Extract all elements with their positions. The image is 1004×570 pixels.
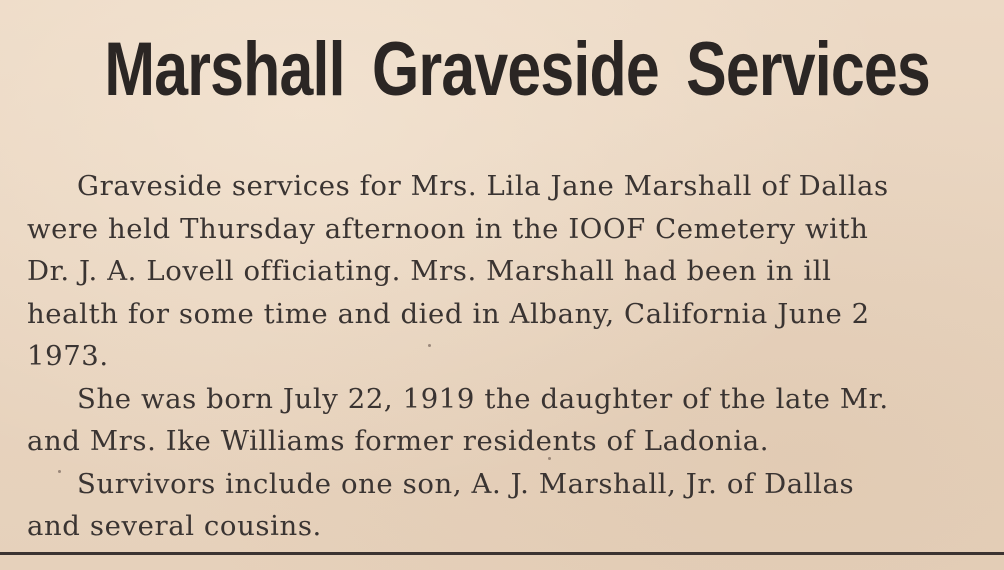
text-line: were held Thursday afternoon in the IOOF Cemetery with (27, 212, 869, 245)
text-line: health for some time and died in Albany, California June 2 (27, 297, 870, 330)
paper-speck (548, 457, 551, 460)
bottom-rule (0, 552, 1004, 555)
paper-speck (855, 398, 858, 401)
text-line: Dr. J. A. Lovell officiating. Mrs. Marshall had been in ill (27, 255, 832, 287)
paper-speck (428, 344, 431, 347)
headline: Marshall Graveside Services (104, 27, 930, 112)
paragraph-survivors (27, 463, 1004, 548)
text-line: She was born July 22, 1919 the daughter of the late Mr. (77, 382, 889, 415)
text-line: and Mrs. Ike Williams former residents of Ladonia. (27, 425, 770, 457)
text-line: and several cousins. (27, 510, 322, 542)
article-body (27, 165, 1004, 548)
text-line: 1973. (27, 340, 109, 372)
text-line: Graveside services for Mrs. Lila Jane Marshall of Dallas (77, 170, 889, 202)
text-line: Survivors include one son, A. J. Marshall, Jr. of Dallas (77, 467, 855, 500)
paper-speck (58, 470, 61, 473)
paragraph-services (27, 165, 1004, 378)
paragraph-birth (27, 378, 1004, 463)
